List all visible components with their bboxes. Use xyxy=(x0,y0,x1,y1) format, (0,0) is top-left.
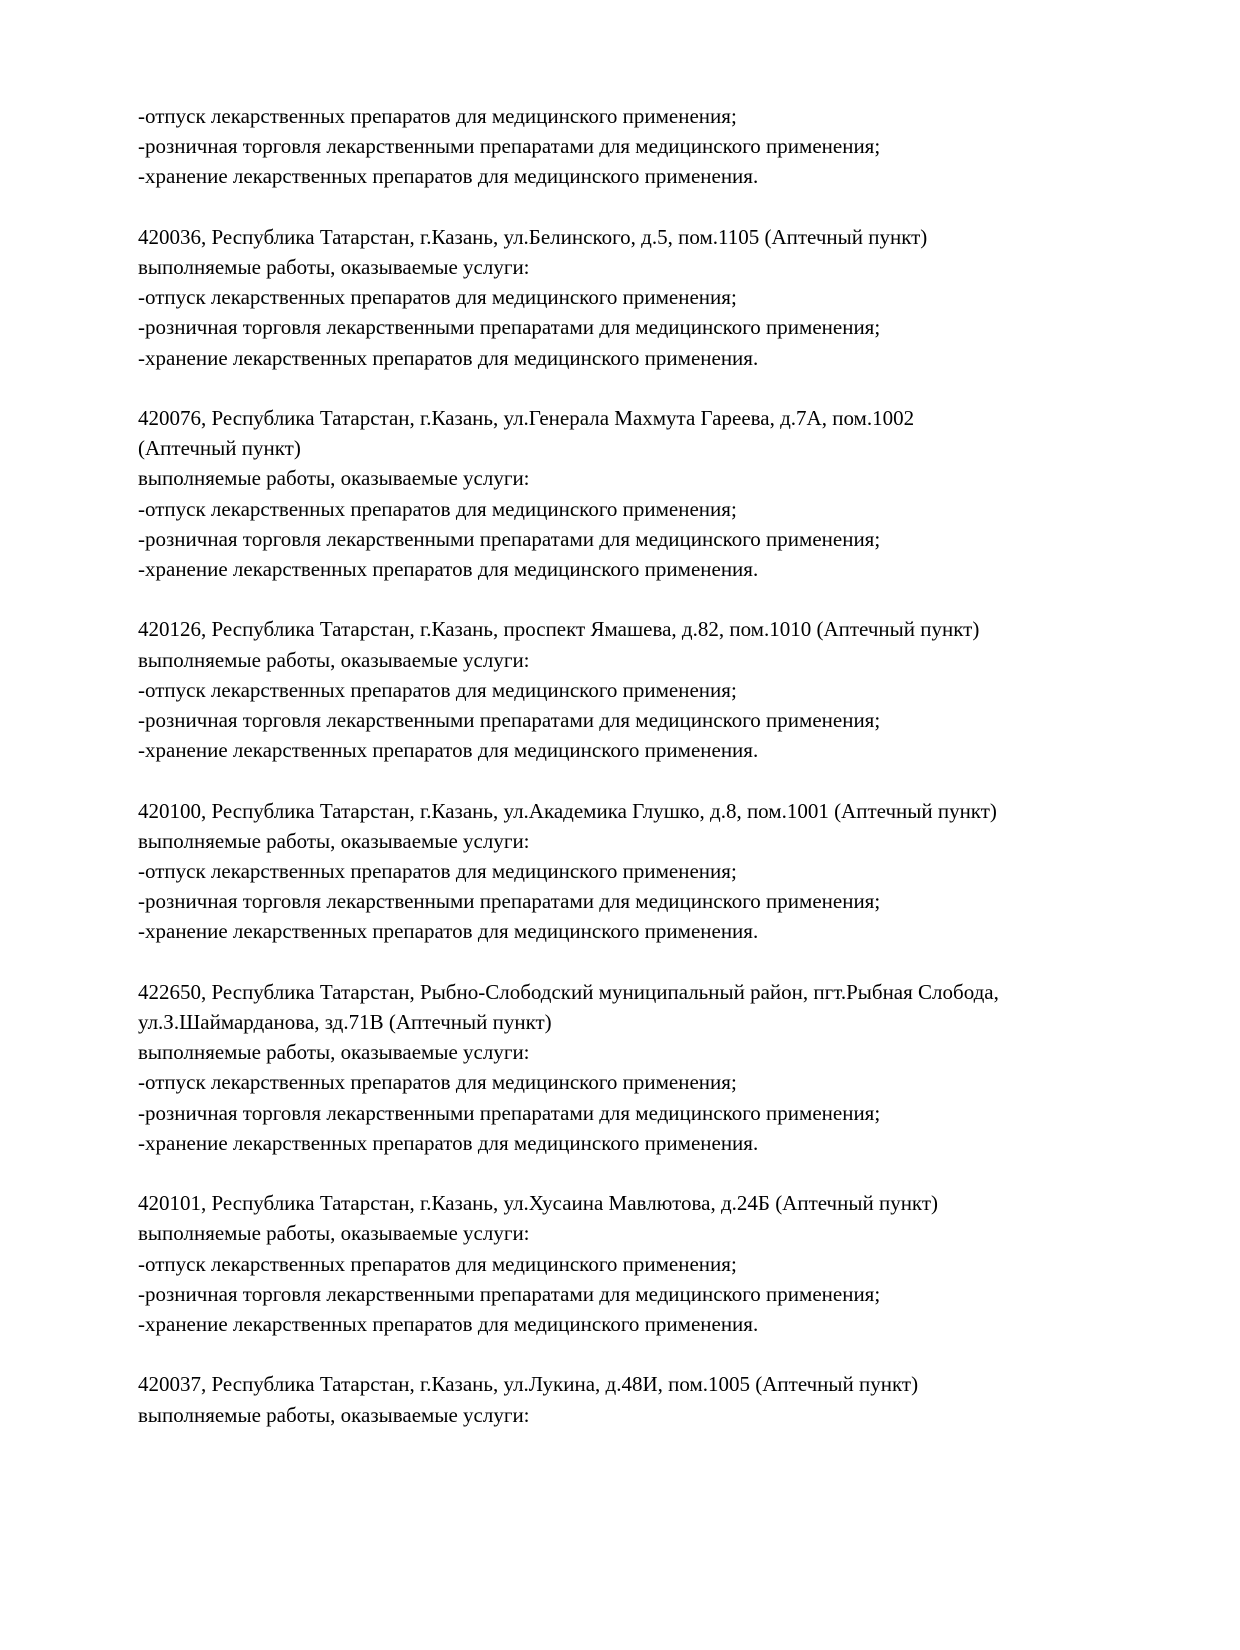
service-line: -хранение лекарственных препаратов для медицинского применения. xyxy=(138,345,759,370)
works-services-label: выполняемые работы, оказываемые услуги: xyxy=(138,466,530,491)
works-services-label: выполняемые работы, оказываемые услуги: xyxy=(138,1221,530,1246)
service-line: -розничная торговля лекарственными препаратами для медицинского применения; xyxy=(138,134,881,159)
pharmacy-address: 420100, Республика Татарстан, г.Казань, ул.Академика Глушко, д.8, пом.1001 (Аптечный пункт) xyxy=(138,798,997,823)
pharmacy-address-continuation: (Аптечный пункт) xyxy=(138,436,301,461)
service-line: -хранение лекарственных препаратов для медицинского применения. xyxy=(138,1312,759,1337)
service-line: -розничная торговля лекарственными препаратами для медицинского применения; xyxy=(138,889,881,914)
service-line: -хранение лекарственных препаратов для медицинского применения. xyxy=(138,919,759,944)
works-services-label: выполняемые работы, оказываемые услуги: xyxy=(138,1040,530,1065)
service-line: -отпуск лекарственных препаратов для медицинского применения; xyxy=(138,677,737,702)
service-line: -розничная торговля лекарственными препаратами для медицинского применения; xyxy=(138,526,881,551)
spacer xyxy=(138,584,1218,614)
service-line: -отпуск лекарственных препаратов для медицинского применения; xyxy=(138,1251,737,1276)
service-line: -отпуск лекарственных препаратов для медицинского применения; xyxy=(138,859,737,884)
service-line: -хранение лекарственных препаратов для медицинского применения. xyxy=(138,1130,759,1155)
works-services-label: выполняемые работы, оказываемые услуги: xyxy=(138,1402,530,1427)
license-text-body xyxy=(138,101,1218,1430)
pharmacy-address-continuation: ул.З.Шаймарданова, зд.71В (Аптечный пункт) xyxy=(138,1010,552,1035)
spacer xyxy=(138,1339,1218,1369)
spacer xyxy=(138,192,1218,222)
pharmacy-address: 422650, Республика Татарстан, Рыбно-Слободский муниципальный район, пгт.Рыбная Слобода, xyxy=(138,979,999,1004)
service-line: -розничная торговля лекарственными препаратами для медицинского применения; xyxy=(138,315,881,340)
service-line: -хранение лекарственных препаратов для медицинского применения. xyxy=(138,557,759,582)
service-line: -отпуск лекарственных препаратов для медицинского применения; xyxy=(138,104,737,128)
pharmacy-address: 420076, Республика Татарстан, г.Казань, ул.Генерала Махмута Гареева, д.7А, пом.1002 xyxy=(138,406,915,430)
service-line: -хранение лекарственных препаратов для медицинского применения. xyxy=(138,738,759,763)
works-services-label: выполняемые работы, оказываемые услуги: xyxy=(138,828,530,853)
service-line: -хранение лекарственных препаратов для медицинского применения. xyxy=(138,164,759,189)
pharmacy-address: 420101, Республика Татарстан, г.Казань, ул.Хусаина Мавлютова, д.24Б (Аптечный пункт) xyxy=(138,1191,939,1216)
spacer xyxy=(138,373,1218,403)
works-services-label: выполняемые работы, оказываемые услуги: xyxy=(138,255,530,279)
pharmacy-address: 420037, Республика Татарстан, г.Казань, ул.Лукина, д.48И, пом.1005 (Аптечный пункт) xyxy=(138,1372,919,1397)
service-line: -розничная торговля лекарственными препаратами для медицинского применения; xyxy=(138,1281,881,1306)
spacer xyxy=(138,947,1218,977)
service-line: -отпуск лекарственных препаратов для медицинского применения; xyxy=(138,1070,737,1095)
service-line: -розничная торговля лекарственными препаратами для медицинского применения; xyxy=(138,1100,881,1125)
service-line: -отпуск лекарственных препаратов для медицинского применения; xyxy=(138,285,737,310)
spacer xyxy=(138,1158,1218,1188)
works-services-label: выполняемые работы, оказываемые услуги: xyxy=(138,647,530,672)
pharmacy-address: 420036, Республика Татарстан, г.Казань, ул.Белинского, д.5, пом.1105 (Аптечный пункт) xyxy=(138,224,928,249)
spacer xyxy=(138,765,1218,795)
pharmacy-address: 420126, Республика Татарстан, г.Казань, проспект Ямашева, д.82, пом.1010 (Аптечный пункт) xyxy=(138,617,980,642)
service-line: -отпуск лекарственных препаратов для медицинского применения; xyxy=(138,496,737,521)
service-line: -розничная торговля лекарственными препаратами для медицинского применения; xyxy=(138,708,881,733)
